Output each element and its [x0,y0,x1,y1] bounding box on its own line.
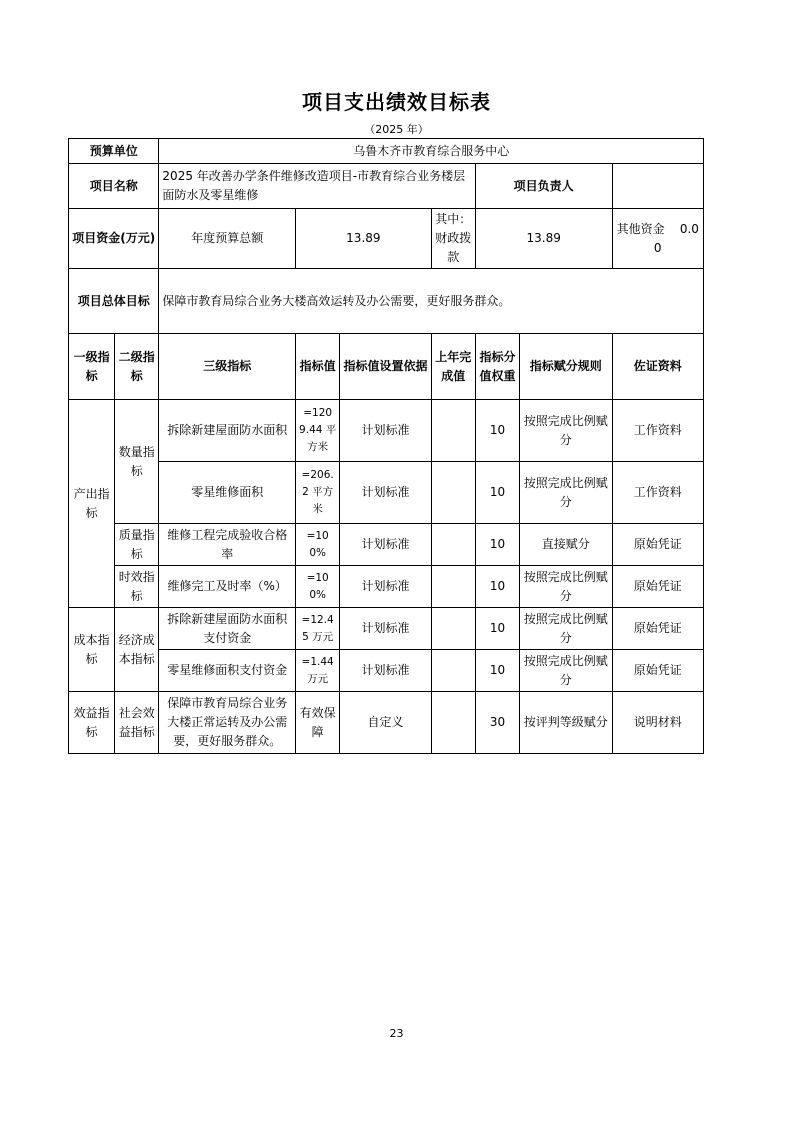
group-benefit: 效益指标 [69,692,115,754]
row-l3: 零星维修面积 [159,462,296,524]
row-rule: 按照完成比例赋分 [520,650,612,692]
row-rule: 按照完成比例赋分 [520,608,612,650]
annual-budget-label: 年度预算总额 [159,209,296,269]
row-basis: 计划标准 [340,566,431,608]
row-l3: 拆除新建屋面防水面积支付资金 [159,608,296,650]
table-row [69,400,704,462]
header-last-year: 上年完成值 [431,334,475,400]
row-last [431,400,475,462]
header-rule: 指标赋分规则 [520,334,612,400]
fiscal-label: 其中：财政拨款 [431,209,475,269]
row-basis: 计划标准 [340,462,431,524]
subgroup-economic: 经济成本指标 [115,608,159,692]
row-basis: 计划标准 [340,524,431,566]
row-basis: 计划标准 [340,650,431,692]
row-evidence: 工作资料 [612,400,704,462]
row-basis: 自定义 [340,692,431,754]
table-row [69,650,704,692]
table-row [69,566,704,608]
row-last [431,608,475,650]
row-rule: 按照完成比例赋分 [520,462,612,524]
row-weight: 10 [475,566,519,608]
fiscal-value: 13.89 [475,209,612,269]
row-basis: 计划标准 [340,400,431,462]
row-evidence: 原始凭证 [612,650,704,692]
group-cost: 成本指标 [69,608,115,692]
row-value: =1.44 万元 [296,650,340,692]
page-title: 项目支出绩效目标表 [302,90,491,114]
other-label: 其他资金 [616,221,665,236]
row-l3: 维修完工及时率（%） [159,566,296,608]
subgroup-quantity: 数量指标 [115,400,159,524]
goal-value: 保障市教育局综合业务大楼高效运转及办公需要，更好服务群众。 [159,269,704,334]
row-last [431,462,475,524]
table-row [69,608,704,650]
row-weight: 30 [475,692,519,754]
table-row [69,524,704,566]
row-evidence: 工作资料 [612,462,704,524]
project-leader-value [612,164,704,209]
subgroup-timeliness: 时效指标 [115,566,159,608]
row-value: =100% [296,566,340,608]
row-value: 有效保障 [296,692,340,754]
row-rule: 按照完成比例赋分 [520,566,612,608]
header-basis: 指标值设置依据 [340,334,431,400]
performance-table [68,138,704,754]
row-evidence: 原始凭证 [612,524,704,566]
row-l3: 零星维修面积支付资金 [159,650,296,692]
header-evidence: 佐证资料 [612,334,704,400]
row-value: =12.45 万元 [296,608,340,650]
other-value: 0.00 [653,221,699,255]
budget-unit-value: 乌鲁木齐市教育综合服务中心 [159,139,704,164]
row-last [431,650,475,692]
row-value: =1209.44 平方米 [296,400,340,462]
funds-label: 项目资金(万元) [69,209,159,269]
row-l3: 保障市教育局综合业务大楼正常运转及办公需要，更好服务群众。 [159,692,296,754]
project-name-label: 项目名称 [69,164,159,209]
row-rule: 按评判等级赋分 [520,692,612,754]
row-basis: 计划标准 [340,608,431,650]
row-weight: 10 [475,524,519,566]
year-label: （2025 年） [364,123,429,136]
annual-budget-value: 13.89 [296,209,432,269]
row-last [431,524,475,566]
table-row [69,692,704,754]
goal-label: 项目总体目标 [69,269,159,334]
row-weight: 10 [475,608,519,650]
subgroup-social: 社会效益指标 [115,692,159,754]
other-funds-cell [612,209,704,269]
header-weight: 指标分值权重 [475,334,519,400]
row-value: =100% [296,524,340,566]
row-evidence: 说明材料 [612,692,704,754]
row-evidence: 原始凭证 [612,608,704,650]
subgroup-quality: 质量指标 [115,524,159,566]
table-row [69,462,704,524]
header-level1: 一级指标 [69,334,115,400]
row-weight: 10 [475,462,519,524]
row-evidence: 原始凭证 [612,566,704,608]
row-value: =206.2 平方米 [296,462,340,524]
row-last [431,566,475,608]
row-weight: 10 [475,400,519,462]
row-last [431,692,475,754]
group-output: 产出指标 [69,400,115,608]
budget-unit-label: 预算单位 [69,139,159,164]
row-rule: 按照完成比例赋分 [520,400,612,462]
project-name-value: 2025 年改善办学条件维修改造项目-市教育综合业务楼层面防水及零星维修 [159,164,475,209]
header-value: 指标值 [296,334,340,400]
row-rule: 直接赋分 [520,524,612,566]
project-leader-label: 项目负责人 [475,164,612,209]
header-level2: 二级指标 [115,334,159,400]
row-l3: 拆除新建屋面防水面积 [159,400,296,462]
row-l3: 维修工程完成验收合格率 [159,524,296,566]
page-number: 23 [389,1027,404,1040]
row-weight: 10 [475,650,519,692]
header-level3: 三级指标 [159,334,296,400]
